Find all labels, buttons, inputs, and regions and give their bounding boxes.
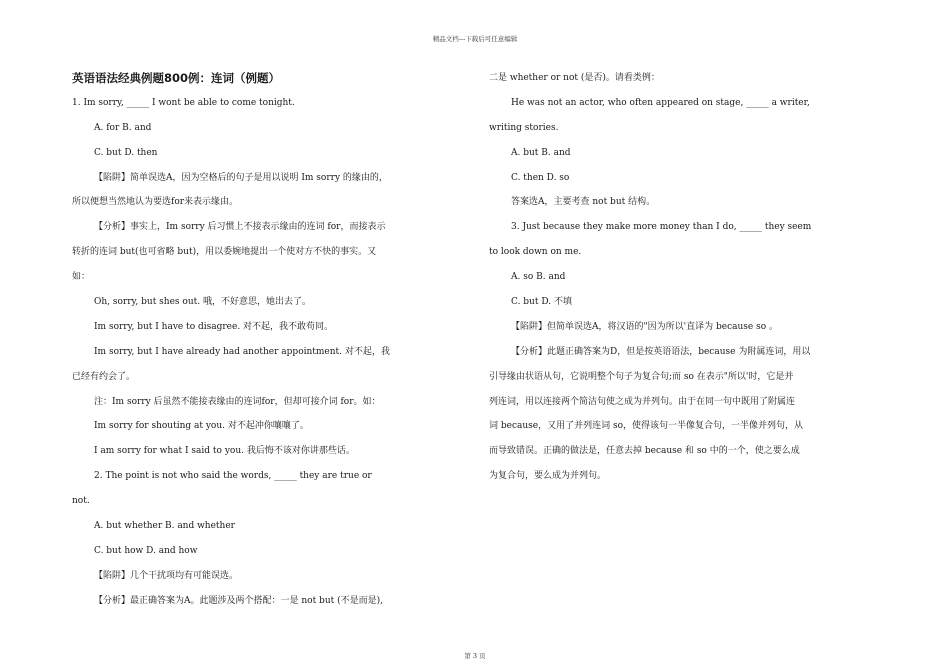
text-line: 【分析】事实上，Im sorry 后习惯上不接表示缘由的连词 for，而接表示 (94, 222, 386, 233)
text-line: 词 because，又用了并列连词 so，使得该句一半像复合句，一半像并列句，从 (489, 421, 803, 432)
text-line: 【分析】此题正确答案为D，但是按英语语法，because 为附属连词，用以 (511, 346, 811, 357)
text-line: 二是 whether or not (是否)。请看类例： (489, 73, 660, 83)
text-line: Im sorry for shouting at you. 对不起冲你嚷嚷了。 (94, 421, 309, 432)
text-line: 【陷阱】简单误选A，因为空格后的句子是用以说明 Im sorry 的缘由的， (94, 172, 388, 183)
text-line: A. but whether B. and whether (94, 521, 235, 532)
text-line: A. for B. and (94, 122, 152, 133)
text-line: 列连词，用以连接两个简洁句使之成为并列句。由于在同一句中既用了附属连 (489, 396, 796, 407)
text-line: Im sorry, but I have to disagree. 对不起，我不敢苟同。 (94, 321, 334, 332)
left-column-text (72, 91, 470, 614)
text-line: 【陷阱】几个干扰项均有可能误选。 (94, 570, 239, 581)
text-line: 转折的连词 but(也可省略 but)，用以委婉地提出一个使对方不快的事实。又 (72, 247, 377, 258)
text-line: 【分析】最正确答案为A。此题涉及两个搭配：一是 not but (不是而是), (94, 595, 383, 606)
right-column-text (489, 66, 879, 489)
text-line: I am sorry for what I said to you. 我后悔不该对你讲那些话。 (94, 446, 355, 457)
text-line: 1. Im sorry, _____ I wont be able to come tonight. (72, 97, 295, 108)
text-line: He was not an actor, who often appeared on stage, _____ a writer, (511, 97, 810, 108)
text-line: 2. The point is not who said the words, _____ they are true or (94, 471, 372, 482)
text-line: 所以便想当然地认为要选for来表示缘由。 (72, 197, 239, 208)
text-line: C. but D. then (94, 147, 158, 158)
text-line: C. then D. so (511, 172, 570, 183)
page-footer: 第 3 页 (464, 652, 486, 660)
left-column (72, 66, 470, 614)
right-column (489, 66, 879, 489)
text-line: 引导缘由状语从句，它说明整个句子为复合句;而 so 在表示"所以'时，它是并 (489, 371, 794, 382)
text-line: not. (72, 496, 90, 507)
text-line: C. but D. 不填 (511, 297, 572, 308)
text-line: A. so B. and (511, 272, 566, 283)
text-line: 3. Just because they make more money than I do, _____ they seem (511, 222, 812, 233)
document-title: 英语语法经典例题800例：连词（例题） (72, 71, 281, 85)
text-line: 如： (72, 272, 91, 283)
text-line: 注：Im sorry 后虽然不能接表缘由的连词for，但却可接介词 for。如： (94, 396, 381, 407)
text-line: 已经有约会了。 (72, 371, 136, 382)
text-line: to look down on me. (489, 247, 582, 258)
text-line: Oh, sorry, but shes out. 哦，不好意思，她出去了。 (94, 297, 311, 308)
text-line: C. but how D. and how (94, 545, 198, 556)
page-header: 精品文档---下载后可任意编辑 (432, 35, 518, 43)
text-line: A. but B. and (511, 147, 571, 158)
text-line: 答案选A，主要考查 not but 结构。 (511, 197, 656, 208)
text-line: 【陷阱】但简单误选A，将汉语的"因为所以'直译为 because so 。 (511, 321, 778, 332)
text-line: 为复合句，要么成为并列句。 (489, 471, 607, 482)
text-line: 而导致错误。正确的做法是，任意去掉 because 和 so 中的一个，使之要么成 (489, 446, 800, 457)
text-line: Im sorry, but I have already had another appointment. 对不起，我 (94, 346, 390, 357)
text-line: writing stories. (489, 122, 559, 133)
